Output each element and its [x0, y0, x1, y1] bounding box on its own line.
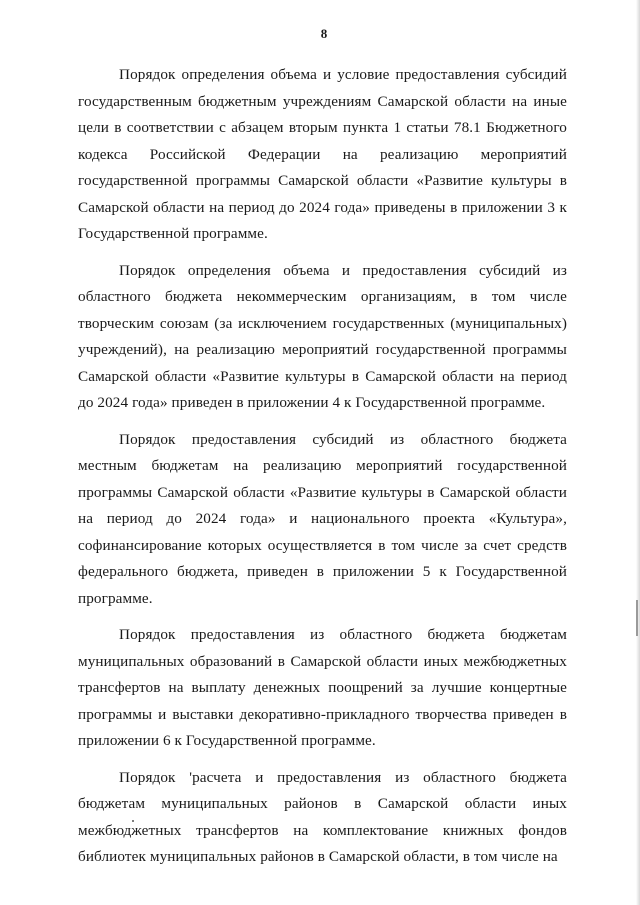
- scan-edge-mark: [636, 600, 638, 636]
- paragraph-interbudget-transfers-library-funds: Порядок 'расчета и предоставления из областного бюджета бюджетам муниципальных районов в Самарской области иных межбюджетных трансфертов на комплектование книжных фондов библиотек муниципальных районов в Самарской области, в том числе на: [78, 768, 567, 865]
- paragraph-interbudget-transfers-awards: Порядок предоставления из областного бюджета бюджетам муниципальных образований в Самарской области иных межбюджетных трансфертов на выплату денежных поощрений за лучшие концертные программы и выставки декоративно-прикладного творчества приведен в приложении 6 к Государственной программе.: [78, 626, 567, 749]
- paragraph-subsidies-nonprofit-organizations: Порядок определения объема и предоставления субсидий из областного бюджета некоммерческим организациям, в том числе творческим союзам (за исключением государственных (муниципальных) учреждений), на реализацию мероприятий государственной программы Самарской области «Развитие культуры в Самарской области на период до 2024 года» приведен в приложении 4 к Государственной программе.: [78, 261, 567, 411]
- page-number: 8: [320, 26, 328, 41]
- scan-page-edge: [636, 0, 640, 905]
- paragraph-subsidies-budget-institutions: Порядок определения объема и условие предоставления субсидий государственным бюджетным учреждениям Самарской области на иные цели в соответствии с абзацем вторым пункта 1 статьи 78.1 Бюджетного кодекса Российской Федерации на реализацию мероприятий государственной программы Самарской области «Развитие культуры в Самарской области на период до 2024 года» приведены в приложении 3 к Государственной программе.: [78, 66, 567, 242]
- document-body: [78, 62, 567, 881]
- paragraph-subsidies-local-budgets: Порядок предоставления субсидий из областного бюджета местным бюджетам на реализацию мероприятий государственной программы Самарской области «Развитие культуры в Самарской области на период до 2024 года» и национального проекта «Культура», софинансирование которых осуществляется в том числе за счет средств федерального бюджета, приведен в приложении 5 к Государственной программе.: [78, 430, 567, 607]
- scan-speck: [132, 820, 134, 822]
